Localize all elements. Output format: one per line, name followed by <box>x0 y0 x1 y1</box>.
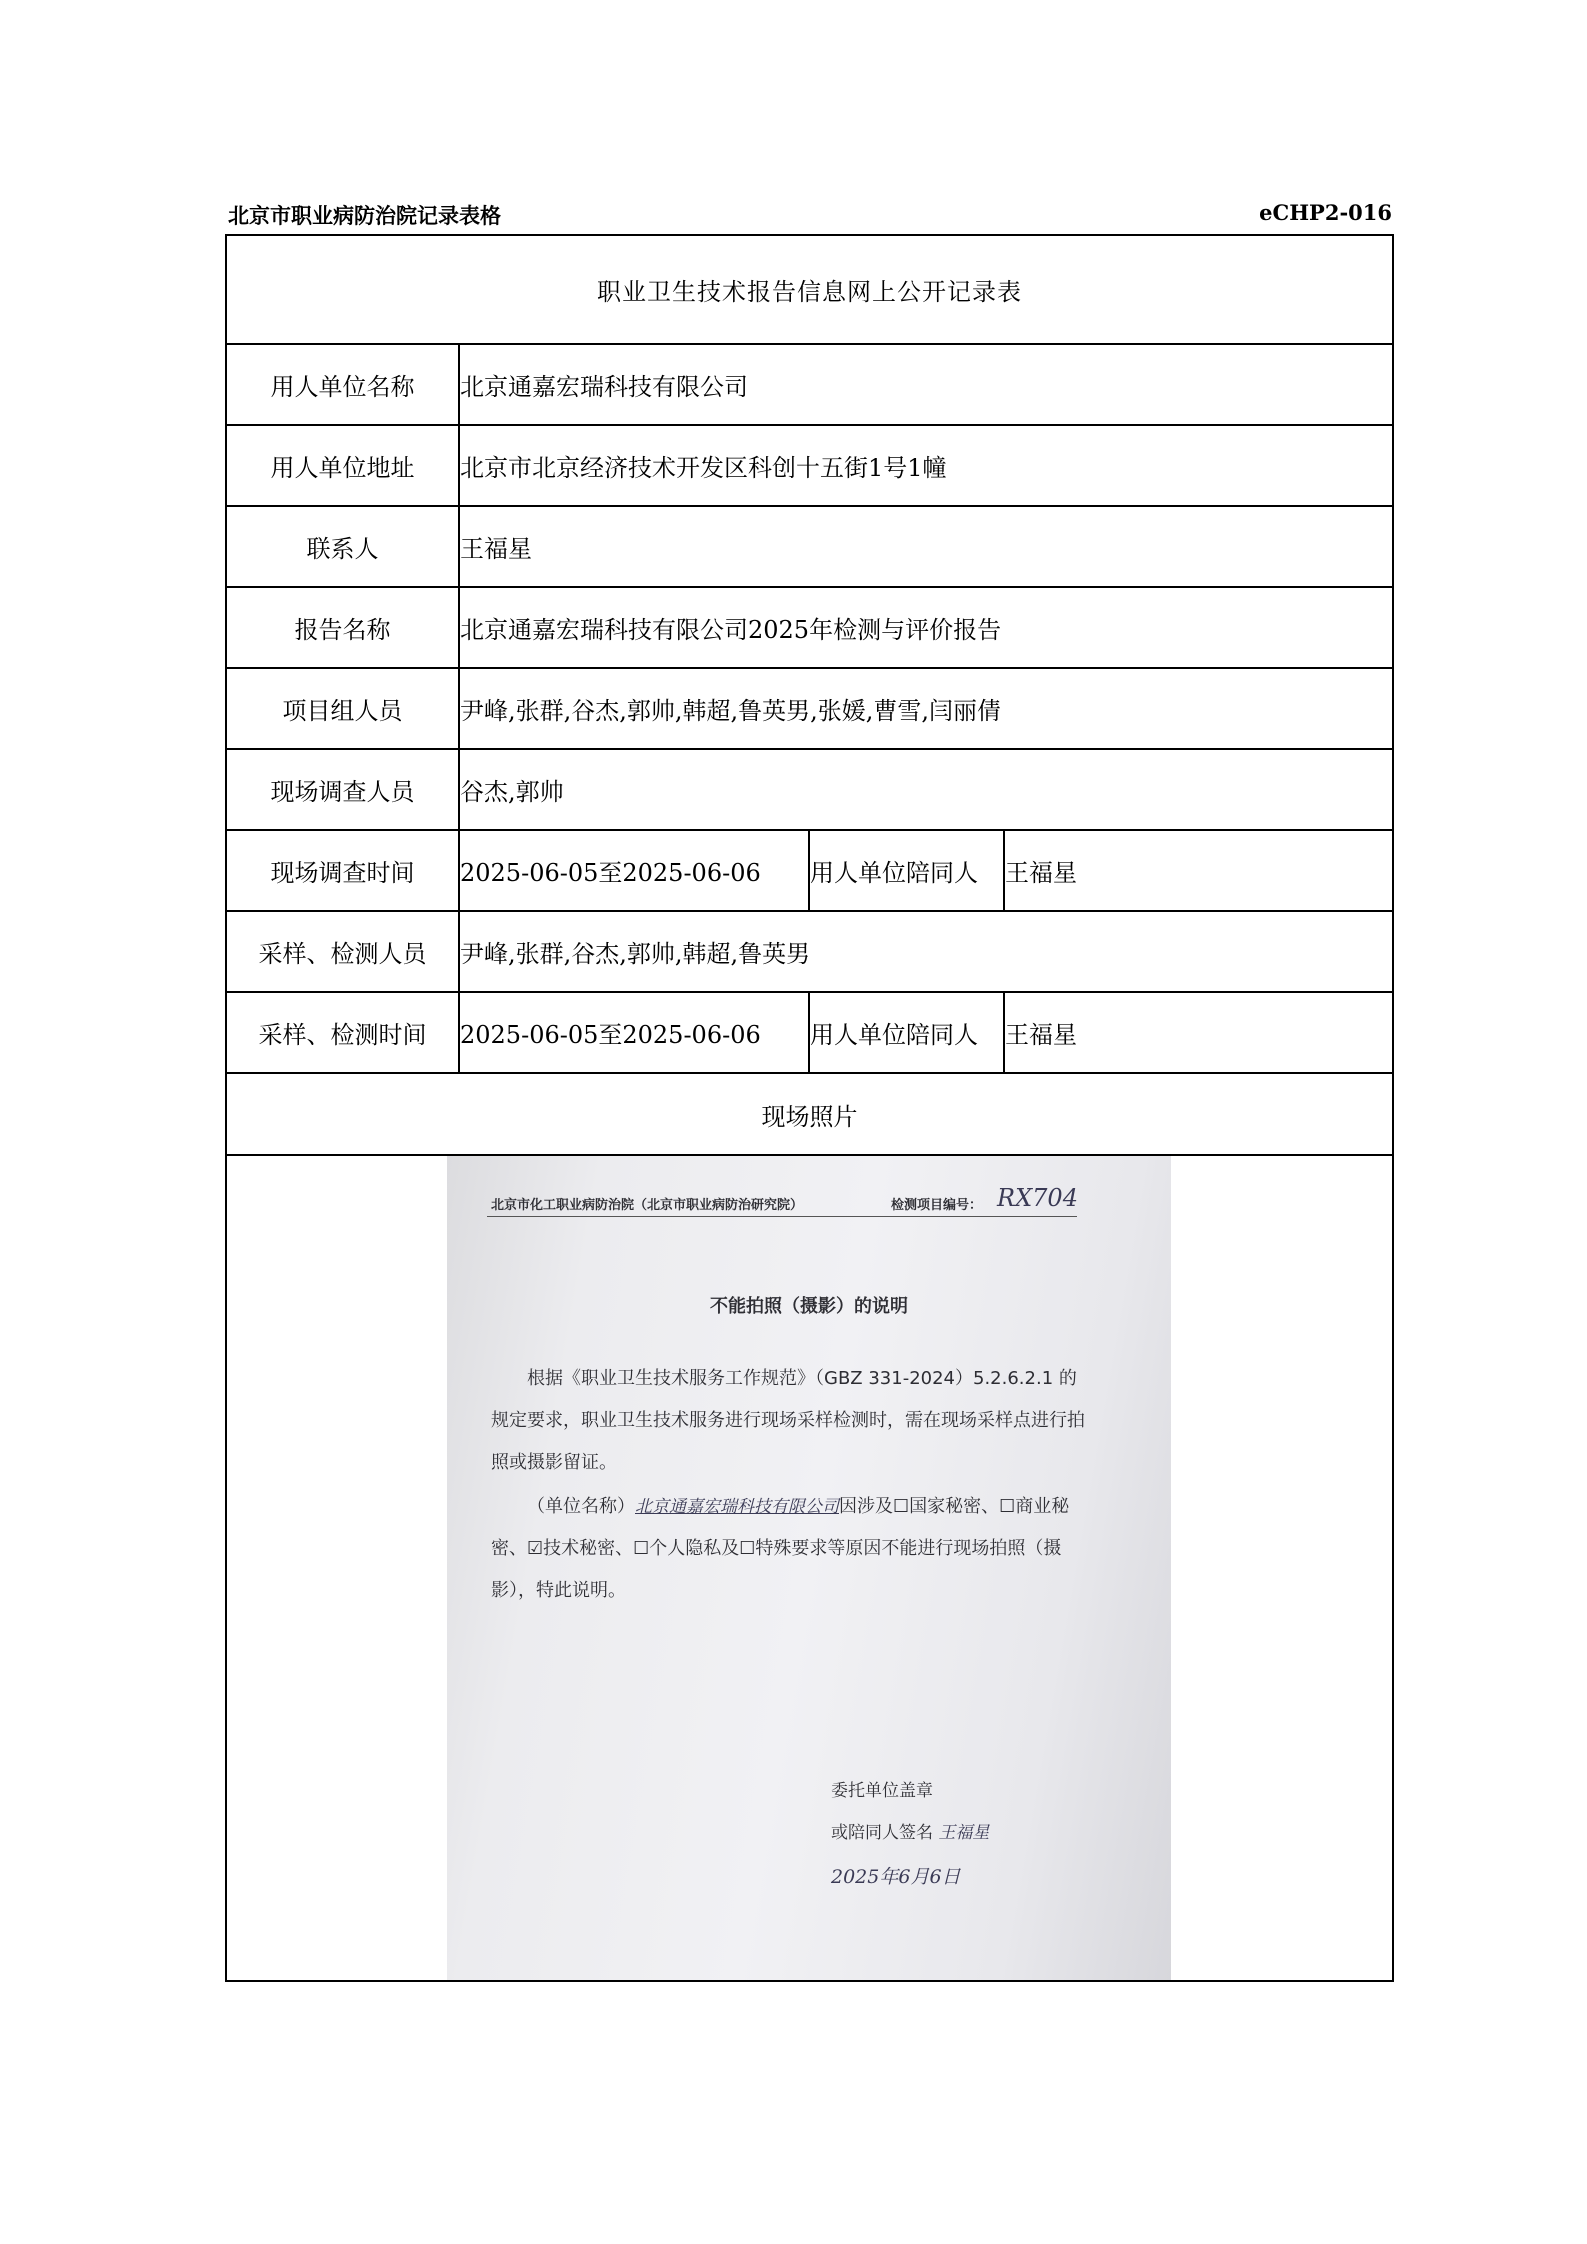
row-sampling-staff <box>226 911 1393 992</box>
sampling-staff-label: 采样、检测人员 <box>226 911 459 992</box>
scan-date: 2025年6月6日 <box>831 1866 961 1888</box>
survey-time-label: 现场调查时间 <box>226 830 459 911</box>
scan-signature-line <box>831 1818 989 1843</box>
scan-project-no-label: 检测项目编号： <box>891 1198 983 1213</box>
sampling-companion-label: 用人单位陪同人 <box>809 992 1004 1073</box>
employer-address-label: 用人单位地址 <box>226 425 459 506</box>
scan-sign-label: 或陪同人签名 <box>831 1823 933 1843</box>
scan-paragraph-2 <box>491 1486 1091 1612</box>
report-name-value: 北京通嘉宏瑞科技有限公司2025年检测与评价报告 <box>459 587 1393 668</box>
survey-time-value: 2025-06-05至2025-06-06 <box>459 830 809 911</box>
scan-seal-label: 委托单位盖章 <box>831 1781 933 1801</box>
scan-title: 不能拍照（摄影）的说明 <box>710 1296 908 1317</box>
row-sampling-time <box>226 992 1393 1073</box>
record-form <box>225 234 1394 1982</box>
scan-paragraph-2-rest: 因涉及☐国家秘密、☐商业秘密、☑技术秘密、☐个人隐私及☐特殊要求等原因不能进行现场拍照（摄影），特此说明。 <box>491 1496 1070 1601</box>
survey-companion-label: 用人单位陪同人 <box>809 830 1004 911</box>
row-contact <box>226 506 1393 587</box>
scanned-document-photo <box>447 1156 1171 1980</box>
contact-value: 王福星 <box>459 506 1393 587</box>
scan-signature: 王福星 <box>938 1823 990 1843</box>
row-survey-staff <box>226 749 1393 830</box>
form-code: eCHP2-016 <box>1259 200 1392 225</box>
scan-unit-name-handwritten: 北京通嘉宏瑞科技有限公司 <box>635 1497 839 1517</box>
sampling-companion-value: 王福星 <box>1004 992 1393 1073</box>
photo-cell <box>226 1155 1393 1981</box>
survey-companion-value: 王福星 <box>1004 830 1393 911</box>
scan-unit-name-label: （单位名称） <box>527 1496 635 1517</box>
row-employer-address <box>226 425 1393 506</box>
row-report-name <box>226 587 1393 668</box>
project-team-label: 项目组人员 <box>226 668 459 749</box>
scan-header-rule <box>487 1216 1077 1217</box>
institution-header: 北京市职业病防治院记录表格 <box>228 203 501 228</box>
employer-name-label: 用人单位名称 <box>226 344 459 425</box>
row-project-team <box>226 668 1393 749</box>
employer-address-value: 北京市北京经济技术开发区科创十五街1号1幢 <box>459 425 1393 506</box>
sampling-time-label: 采样、检测时间 <box>226 992 459 1073</box>
sampling-time-value: 2025-06-05至2025-06-06 <box>459 992 809 1073</box>
contact-label: 联系人 <box>226 506 459 587</box>
row-survey-time <box>226 830 1393 911</box>
report-name-label: 报告名称 <box>226 587 459 668</box>
scan-paragraph-1: 根据《职业卫生技术服务工作规范》（GBZ 331-2024）5.2.6.2.1 的规定要求，职业卫生技术服务进行现场采样检测时，需在现场采样点进行拍照或摄影留证。 <box>491 1368 1085 1473</box>
employer-name-value: 北京通嘉宏瑞科技有限公司 <box>459 344 1393 425</box>
survey-staff-label: 现场调查人员 <box>226 749 459 830</box>
scan-project-no-value: RX704 <box>997 1184 1078 1212</box>
project-team-value: 尹峰,张群,谷杰,郭帅,韩超,鲁英男,张媛,曹雪,闫丽倩 <box>459 668 1393 749</box>
scan-institution: 北京市化工职业病防治院（北京市职业病防治研究院） <box>491 1198 804 1213</box>
row-employer-name <box>226 344 1393 425</box>
form-title: 职业卫生技术报告信息网上公开记录表 <box>226 235 1393 344</box>
survey-staff-value: 谷杰,郭帅 <box>459 749 1393 830</box>
sampling-staff-value: 尹峰,张群,谷杰,郭帅,韩超,鲁英男 <box>459 911 1393 992</box>
photo-section-label: 现场照片 <box>226 1073 1393 1155</box>
